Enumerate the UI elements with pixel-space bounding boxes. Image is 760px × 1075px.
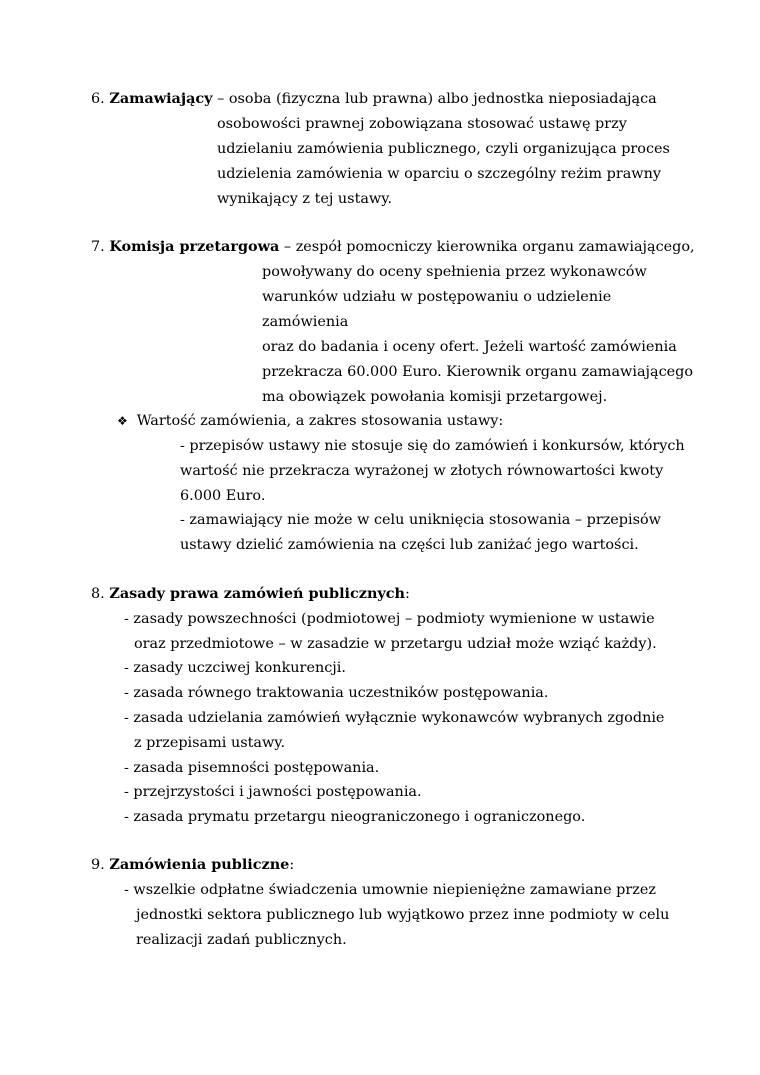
section-6-term: Zamawiający [109, 90, 213, 107]
section-7-number: 7. [91, 239, 105, 255]
section-8-heading [91, 585, 410, 603]
section-6-definition-line: – osoba (fizyczna lub prawna) albo jednostka nieposiadająca [217, 91, 657, 107]
principle-line: z przepisami ustawy. [134, 735, 286, 751]
section-9-definition-line: jednostki sektora publicznego lub wyjątkowo przez inne podmioty w celu [136, 907, 670, 923]
bullet-detail-line: - przepisów ustawy nie stosuje się do zamówień i konkursów, których [180, 438, 685, 454]
section-6-definition-line: wynikający z tej ustawy. [217, 191, 393, 207]
section-7-definition-line: oraz do badania i oceny ofert. Jeżeli wartość zamówienia [262, 339, 677, 355]
section-7-definition-line: zamówienia [262, 314, 349, 330]
bullet-detail-line: - zamawiający nie może w celu uniknięcia stosowania – przepisów [180, 512, 661, 528]
section-6-definition-line: udzielenia zamówienia w oparciu o szczególny reżim prawny [217, 166, 661, 182]
section-7-definition-line: ma obowiązek powołania komisji przetargowej. [262, 389, 608, 405]
section-7-definition-line: – zespół pomocniczy kierownika organu zamawiającego, [283, 239, 695, 255]
section-9-suffix: : [289, 857, 295, 873]
section-7-first-line [91, 238, 695, 256]
principle-line: - zasada prymatu przetargu nieograniczonego i ograniczonego. [124, 809, 586, 825]
principle-line: - zasady powszechności (podmiotowej – podmioty wymienione w ustawie [124, 611, 655, 627]
section-6-number: 6. [91, 91, 105, 107]
principle-line: - zasady uczciwej konkurencji. [124, 660, 346, 676]
bullet-detail-line: 6.000 Euro. [180, 488, 266, 504]
section-7-term: Komisja przetargowa [109, 238, 280, 255]
section-7-definition-line: warunków udziału w postępowaniu o udzielenie [262, 289, 612, 305]
section-7-bullet-heading [117, 412, 503, 430]
section-8-number: 8. [91, 586, 105, 602]
principle-line: - zasada udzielania zamówień wyłącznie wykonawców wybranych zgodnie [124, 710, 665, 726]
section-9-definition-line: - wszelkie odpłatne świadczenia umownie niepieniężne zamawiane przez [124, 882, 656, 898]
diamond-bullet-icon: ❖ [117, 414, 128, 428]
section-9-number: 9. [91, 857, 105, 873]
bullet-heading-text: Wartość zamówienia, a zakres stosowania ustawy: [136, 413, 504, 429]
principle-line: oraz przedmiotowe – w zasadzie w przetargu udział może wziąć każdy). [134, 636, 657, 652]
section-9-definition-line: realizacji zadań publicznych. [136, 932, 347, 948]
section-8-suffix: : [405, 586, 410, 602]
principle-line: - przejrzystości i jawności postępowania. [124, 784, 422, 800]
principle-line: - zasada pisemności postępowania. [124, 760, 380, 776]
principle-line: - zasada równego traktowania uczestników postępowania. [124, 685, 549, 701]
section-7-definition-line: przekracza 60.000 Euro. Kierownik organu zamawiającego [262, 364, 694, 380]
section-6-first-line [91, 90, 657, 108]
section-6-definition-line: udzielaniu zamówienia publicznego, czyli organizująca proces [217, 141, 670, 157]
section-9-term: Zamówienia publiczne [109, 856, 290, 873]
section-7-definition-line: powoływany do oceny spełnienia przez wykonawców [262, 264, 647, 280]
section-6-definition-line: osobowości prawnej zobowiązana stosować ustawę przy [217, 116, 627, 132]
bullet-detail-line: ustawy dzielić zamówienia na części lub zaniżać jego wartości. [180, 537, 639, 553]
bullet-detail-line: wartość nie przekracza wyrażonej w złotych równowartości kwoty [180, 463, 664, 479]
section-8-term: Zasady prawa zamówień publicznych [109, 585, 406, 602]
section-9-heading [91, 856, 294, 874]
